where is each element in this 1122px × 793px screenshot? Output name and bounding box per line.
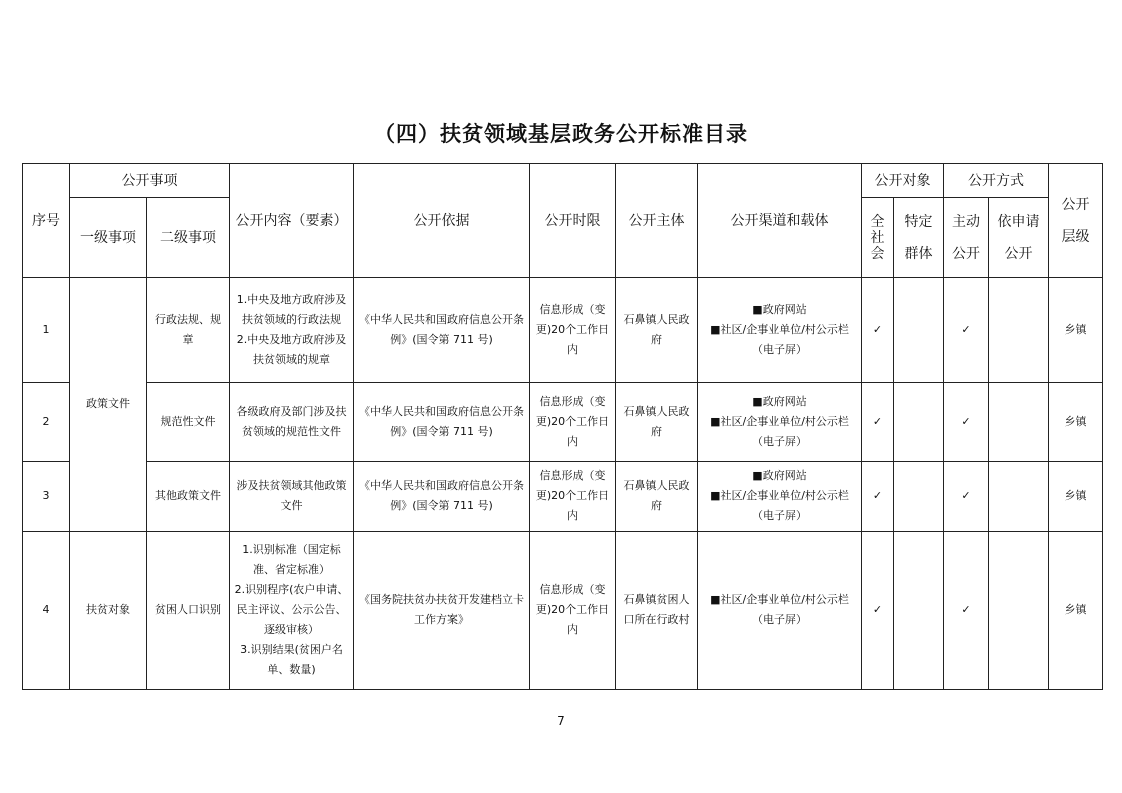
row-subject: 石鼻镇人民政府 xyxy=(616,461,698,531)
table-row xyxy=(23,278,1103,383)
row-subject: 石鼻镇贫困人口所在行政村 xyxy=(616,531,698,689)
catalog-table xyxy=(22,163,1103,690)
row-level: 乡镇 xyxy=(1049,461,1103,531)
header-subject: 公开主体 xyxy=(616,164,698,278)
row-channel: ■社区/企事业单位/村公示栏（电子屏） xyxy=(698,531,862,689)
row-time-limit: 信息形成（变更)20个工作日内 xyxy=(530,278,616,383)
row-seq: 3 xyxy=(23,461,70,531)
row-channel: ■政府网站 ■社区/企事业单位/村公示栏（电子屏） xyxy=(698,383,862,461)
header-seq: 序号 xyxy=(23,164,70,278)
row-level2: 其他政策文件 xyxy=(147,461,230,531)
row-specific xyxy=(894,461,944,531)
row-level2: 贫困人口识别 xyxy=(147,531,230,689)
row-level2: 规范性文件 xyxy=(147,383,230,461)
header-method: 公开方式 xyxy=(944,164,1049,198)
header-target: 公开对象 xyxy=(862,164,944,198)
header-content: 公开内容（要素） xyxy=(230,164,354,278)
header-time-limit: 公开时限 xyxy=(530,164,616,278)
check-icon: ✓ xyxy=(862,383,894,461)
header-matter: 公开事项 xyxy=(70,164,230,198)
row-basis: 《中华人民共和国政府信息公开条例》(国令第 711 号) xyxy=(354,461,530,531)
row-apply xyxy=(989,278,1049,383)
row-specific xyxy=(894,383,944,461)
check-icon: ✓ xyxy=(944,278,989,383)
row-level: 乡镇 xyxy=(1049,383,1103,461)
row-basis: 《中华人民共和国政府信息公开条例》(国令第 711 号) xyxy=(354,278,530,383)
header-basis: 公开依据 xyxy=(354,164,530,278)
header-level2: 二级事项 xyxy=(147,198,230,278)
row-basis: 《国务院扶贫办扶贫开发建档立卡工作方案》 xyxy=(354,531,530,689)
page-title: （四）扶贫领域基层政务公开标准目录 xyxy=(374,121,748,146)
header-target-specific: 特定 群体 xyxy=(894,198,944,278)
row-specific xyxy=(894,278,944,383)
row-time-limit: 信息形成（变更)20个工作日内 xyxy=(530,383,616,461)
row-level1: 政策文件 xyxy=(70,278,147,531)
row-content: 涉及扶贫领域其他政策文件 xyxy=(230,461,354,531)
row-content: 各级政府及部门涉及扶贫领域的规范性文件 xyxy=(230,383,354,461)
row-seq: 4 xyxy=(23,531,70,689)
header-level xyxy=(1049,164,1103,278)
row-time-limit: 信息形成（变更)20个工作日内 xyxy=(530,461,616,531)
table-row xyxy=(23,531,1103,689)
row-channel: ■政府网站 ■社区/企事业单位/村公示栏（电子屏） xyxy=(698,278,862,383)
header-target-all-text: 全社会 xyxy=(870,213,885,262)
row-apply xyxy=(989,531,1049,689)
row-level2: 行政法规、规章 xyxy=(147,278,230,383)
row-apply xyxy=(989,461,1049,531)
check-icon: ✓ xyxy=(862,531,894,689)
check-icon: ✓ xyxy=(944,461,989,531)
row-level: 乡镇 xyxy=(1049,531,1103,689)
row-content: 1.中央及地方政府涉及扶贫领域的行政法规 2.中央及地方政府涉及扶贫领域的规章 xyxy=(230,278,354,383)
row-apply xyxy=(989,383,1049,461)
table-row xyxy=(23,461,1103,531)
header-channel: 公开渠道和载体 xyxy=(698,164,862,278)
header-method-apply: 依申请 公开 xyxy=(989,198,1049,278)
check-icon: ✓ xyxy=(862,461,894,531)
header-level1: 一级事项 xyxy=(70,198,147,278)
row-basis: 《中华人民共和国政府信息公开条例》(国令第 711 号) xyxy=(354,383,530,461)
table-row xyxy=(23,383,1103,461)
row-subject: 石鼻镇人民政府 xyxy=(616,278,698,383)
page-number: 7 xyxy=(557,714,565,728)
row-seq: 1 xyxy=(23,278,70,383)
row-seq: 2 xyxy=(23,383,70,461)
row-specific xyxy=(894,531,944,689)
row-time-limit: 信息形成（变更)20个工作日内 xyxy=(530,531,616,689)
header-target-all xyxy=(862,198,894,278)
check-icon: ✓ xyxy=(944,383,989,461)
header-method-active: 主动 公开 xyxy=(944,198,989,278)
header-level-line-2: 层级 xyxy=(1061,228,1090,245)
row-level: 乡镇 xyxy=(1049,278,1103,383)
row-content: 1.识别标准（国定标准、省定标准） 2.识别程序(农户申请、民主评议、公示公告、逐级审核） 3.识别结果(贫困户名单、数量) xyxy=(230,531,354,689)
check-icon: ✓ xyxy=(862,278,894,383)
row-channel: ■政府网站 ■社区/企事业单位/村公示栏（电子屏） xyxy=(698,461,862,531)
row-subject: 石鼻镇人民政府 xyxy=(616,383,698,461)
row-level1: 扶贫对象 xyxy=(70,531,147,689)
header-row-1 xyxy=(23,164,1103,198)
header-level-line-1: 公开 xyxy=(1061,196,1090,213)
check-icon: ✓ xyxy=(944,531,989,689)
